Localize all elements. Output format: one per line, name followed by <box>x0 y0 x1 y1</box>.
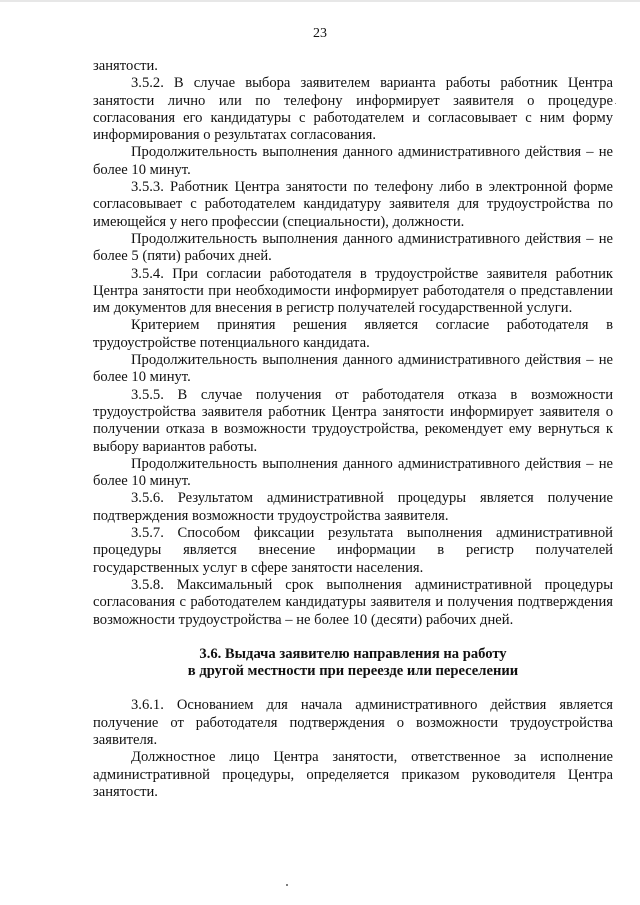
section-heading-line: в другой местности при переезде или переселении <box>187 663 519 680</box>
paragraph: Должностное лицо Центра занятости, ответственное за исполнение административной процедуры, определяется приказом руководителя Центра занятости. <box>93 749 613 800</box>
paragraph: 3.5.8. Максимальный срок выполнения административной процедуры согласования с работодателем кандидатуры заявителя и получения подтверждения возможности трудоустройства – не более 10 (десяти) рабочих дней. <box>93 576 613 628</box>
paragraph: Критерием принятия решения является согласие работодателя в трудоустройстве потенциального кандидата. <box>93 317 613 351</box>
section-heading-line: 3.6. Выдача заявителю направления на работу <box>199 645 507 662</box>
scan-speck <box>615 103 616 104</box>
scan-speck <box>286 884 288 886</box>
page-number: 23 <box>313 26 327 41</box>
paragraph: Продолжительность выполнения данного административного действия – не более 10 минут. <box>93 144 613 178</box>
paragraph: занятости. <box>93 58 158 74</box>
paragraph: 3.5.7. Способом фиксации результата выполнения административной процедуры является внесение информации в регистр получателей государственных услуг в сфере занятости населения. <box>93 525 613 576</box>
paragraph: Продолжительность выполнения данного административного действия – не более 10 минут. <box>93 352 613 386</box>
section-heading <box>93 646 613 681</box>
paragraph: 3.5.6. Результатом административной процедуры является получение подтверждения возможности трудоустройства заявителя. <box>93 490 613 524</box>
paragraph: 3.5.2. В случае выбора заявителем варианта работы работник Центра занятости лично или по телефону информирует заявителя о процедуре согласования его кандидатуры с работодателем и согласовывает с ним форму информирования о результатах согласования. <box>93 75 613 144</box>
paragraph: Продолжительность выполнения данного административного действия – не более 10 минут. <box>93 455 613 490</box>
paragraph: 3.5.4. При согласии работодателя в трудоустройстве заявителя работник Центра занятости при необходимости информирует работодателя о представлении им документов для внесения в регистр получателей государственной услуги. <box>93 265 613 317</box>
paragraph: 3.6.1. Основанием для начала административного действия является получение от работодателя подтверждения о возможности трудоустройства заявителя. <box>93 697 613 748</box>
top-rule <box>0 0 640 2</box>
paragraph: 3.5.5. В случае получения от работодателя отказа в возможности трудоустройства заявителя работник Центра занятости информирует заявителя о получении отказа в возможности трудоустройства, рекомендует ему вернуться к выбору вариантов работы. <box>93 386 613 455</box>
paragraph: 3.5.3. Работник Центра занятости по телефону либо в электронной форме согласовывает с работодателем кандидатуру заявителя для трудоустройства по имеющейся у него профессии (специальности), должности. <box>93 179 613 230</box>
paragraph: Продолжительность выполнения данного административного действия – не более 5 (пяти) рабочих дней. <box>93 230 613 265</box>
document-body <box>93 58 613 801</box>
